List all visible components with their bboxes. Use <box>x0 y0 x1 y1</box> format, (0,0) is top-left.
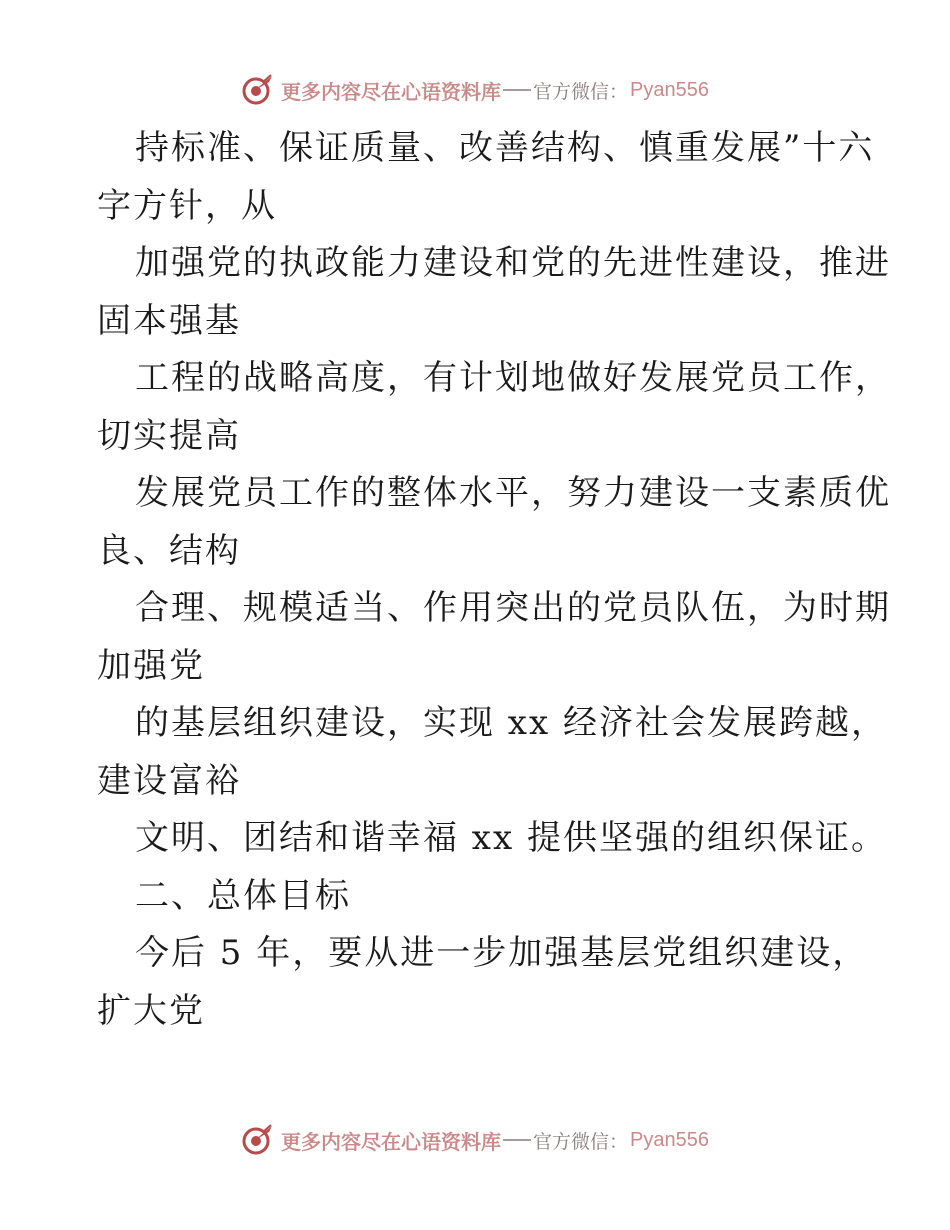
banner-dash <box>503 89 531 91</box>
text-line: 发展党员工作的整体水平，努力建设一支素质优 <box>135 473 891 513</box>
brand-logo-icon <box>241 73 275 107</box>
text-line: 文明、团结和谐幸福 xx 提供坚强的组织保证。 <box>135 818 887 858</box>
banner-wechat-id: Pyan556 <box>630 1128 709 1151</box>
text-line: 扩大党 <box>97 990 205 1031</box>
banner-wechat-id: Pyan556 <box>630 78 709 101</box>
document-body <box>97 120 891 1040</box>
text-line: 合理、规模适当、作用突出的党员队伍，为时期 <box>135 588 891 628</box>
header-banner <box>0 70 950 110</box>
banner-wechat-label: 官方微信： <box>533 1130 629 1153</box>
text-line: 建设富裕 <box>97 760 241 801</box>
text-line: 字方针，从 <box>97 185 277 226</box>
text-line: 固本强基 <box>97 300 241 341</box>
banner-slogan: 更多内容尽在心语资料库 <box>281 79 501 104</box>
banner-dash <box>503 1139 531 1141</box>
text-line: 良、结构 <box>97 530 241 571</box>
text-line: 加强党的执政能力建设和党的先进性建设，推进 <box>135 243 891 283</box>
banner-wechat-label: 官方微信： <box>533 80 629 103</box>
section-heading: 二、总体目标 <box>135 875 351 916</box>
text-line: 加强党 <box>97 645 205 686</box>
text-line: 持标准、保证质量、改善结构、慎重发展”十六 <box>135 128 875 168</box>
text-line: 切实提高 <box>97 415 241 456</box>
footer-banner <box>0 1120 950 1160</box>
text-line: 今后 5 年，要从进一步加强基层党组织建设， <box>135 933 869 973</box>
text-line: 工程的战略高度，有计划地做好发展党员工作， <box>135 358 891 398</box>
banner-slogan: 更多内容尽在心语资料库 <box>281 1129 501 1154</box>
text-line: 的基层组织建设，实现 xx 经济社会发展跨越， <box>135 703 887 743</box>
brand-logo-icon <box>241 1123 275 1157</box>
